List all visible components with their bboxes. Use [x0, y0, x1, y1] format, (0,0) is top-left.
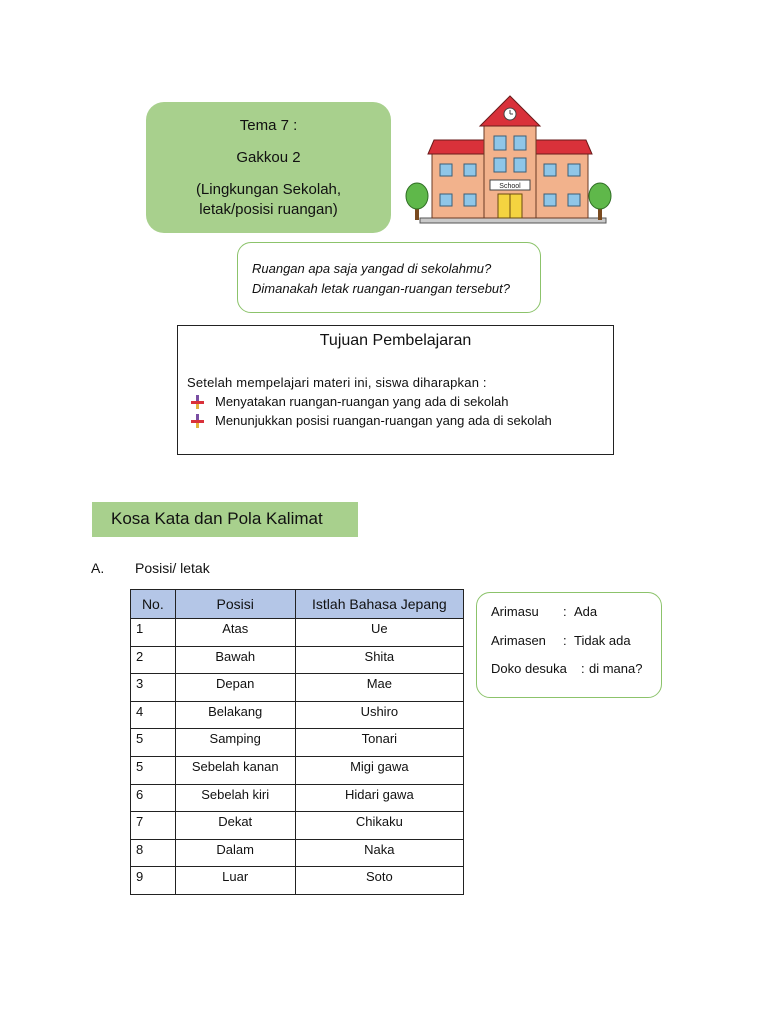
learning-objectives — [177, 325, 614, 455]
position-term: Depan — [175, 674, 295, 702]
glossary-meaning: Ada — [574, 604, 598, 619]
glossary-term: Doko desuka — [491, 661, 567, 676]
objective-text: Menyatakan ruangan-ruangan yang ada di sekolah — [215, 394, 509, 409]
table-row — [131, 674, 464, 702]
glossary-row — [491, 661, 661, 690]
table-row — [131, 756, 464, 784]
row-number: 6 — [131, 784, 176, 812]
vocabulary-table — [130, 589, 464, 895]
position-term: Sebelah kiri — [175, 784, 295, 812]
theme-subtitle-line1: (Lingkungan Sekolah, — [195, 180, 342, 198]
theme-title: Gakkou 2 — [236, 148, 301, 166]
objective-text: Menunjukkan posisi ruangan-ruangan yang ada di sekolah — [215, 413, 552, 428]
japanese-term: Ue — [295, 619, 463, 647]
row-number: 1 — [131, 619, 176, 647]
position-term: Dalam — [175, 839, 295, 867]
japanese-term: Tonari — [295, 729, 463, 757]
position-term: Dekat — [175, 812, 295, 840]
school-building-icon — [402, 92, 618, 230]
glossary-meaning: Tidak ada — [574, 632, 631, 648]
glossary-separator: : — [581, 661, 585, 676]
glossary-meaning: di mana? — [589, 661, 643, 676]
pushpin-bullet-icon — [190, 414, 206, 428]
position-term: Atas — [175, 619, 295, 647]
japanese-term: Naka — [295, 839, 463, 867]
theme-subtitle-line2: letak/posisi ruangan) — [199, 200, 338, 218]
row-number: 5 — [131, 756, 176, 784]
table-body — [131, 619, 464, 895]
position-term: Belakang — [175, 701, 295, 729]
glossary-term: Arimasen — [491, 632, 546, 648]
position-term: Luar — [175, 867, 295, 895]
glossary-term: Arimasu — [491, 604, 539, 619]
section-heading: Kosa Kata dan Pola Kalimat — [92, 502, 358, 537]
table-row — [131, 839, 464, 867]
objectives-list — [190, 392, 613, 430]
column-header: No. — [131, 590, 176, 619]
question-line: Dimanakah letak ruangan-ruangan tersebut? — [252, 281, 511, 296]
question-line: Ruangan apa saja yangad di sekolahmu? — [252, 261, 492, 276]
table-row — [131, 701, 464, 729]
table-header-row — [131, 590, 464, 619]
table-row — [131, 812, 464, 840]
japanese-term: Ushiro — [295, 701, 463, 729]
row-number: 4 — [131, 701, 176, 729]
school-sign: School — [499, 183, 521, 190]
objectives-title: Tujuan Pembelajaran — [319, 332, 472, 349]
glossary-separator: : — [563, 632, 567, 648]
question-box — [237, 242, 541, 313]
table-row — [131, 646, 464, 674]
glossary-row — [491, 604, 661, 633]
japanese-term: Hidari gawa — [295, 784, 463, 812]
objective-item — [190, 411, 613, 430]
objective-item — [190, 392, 613, 411]
row-number: 2 — [131, 646, 176, 674]
table-row — [131, 729, 464, 757]
table-row — [131, 784, 464, 812]
table-row — [131, 867, 464, 895]
row-number: 9 — [131, 867, 176, 895]
column-header: Posisi — [175, 590, 295, 619]
japanese-term: Chikaku — [295, 812, 463, 840]
japanese-term: Soto — [295, 867, 463, 895]
column-header: Istlah Bahasa Jepang — [295, 590, 463, 619]
table-row — [131, 619, 464, 647]
row-number: 8 — [131, 839, 176, 867]
japanese-term: Mae — [295, 674, 463, 702]
position-term: Sebelah kanan — [175, 756, 295, 784]
row-number: 7 — [131, 812, 176, 840]
japanese-term: Shita — [295, 646, 463, 674]
position-term: Samping — [175, 729, 295, 757]
row-number: 3 — [131, 674, 176, 702]
subsection-title: Posisi/ letak — [135, 560, 210, 576]
glossary-box — [476, 592, 662, 698]
subsection-label: A. — [91, 560, 105, 576]
theme-box — [146, 102, 391, 233]
japanese-term: Migi gawa — [295, 756, 463, 784]
position-term: Bawah — [175, 646, 295, 674]
glossary-row — [491, 633, 661, 662]
objectives-intro: Setelah mempelajari materi ini, siswa diharapkan : — [187, 375, 487, 390]
row-number: 5 — [131, 729, 176, 757]
glossary-separator: : — [563, 604, 567, 619]
theme-number: Tema 7 : — [239, 116, 298, 134]
pushpin-bullet-icon — [190, 395, 206, 409]
